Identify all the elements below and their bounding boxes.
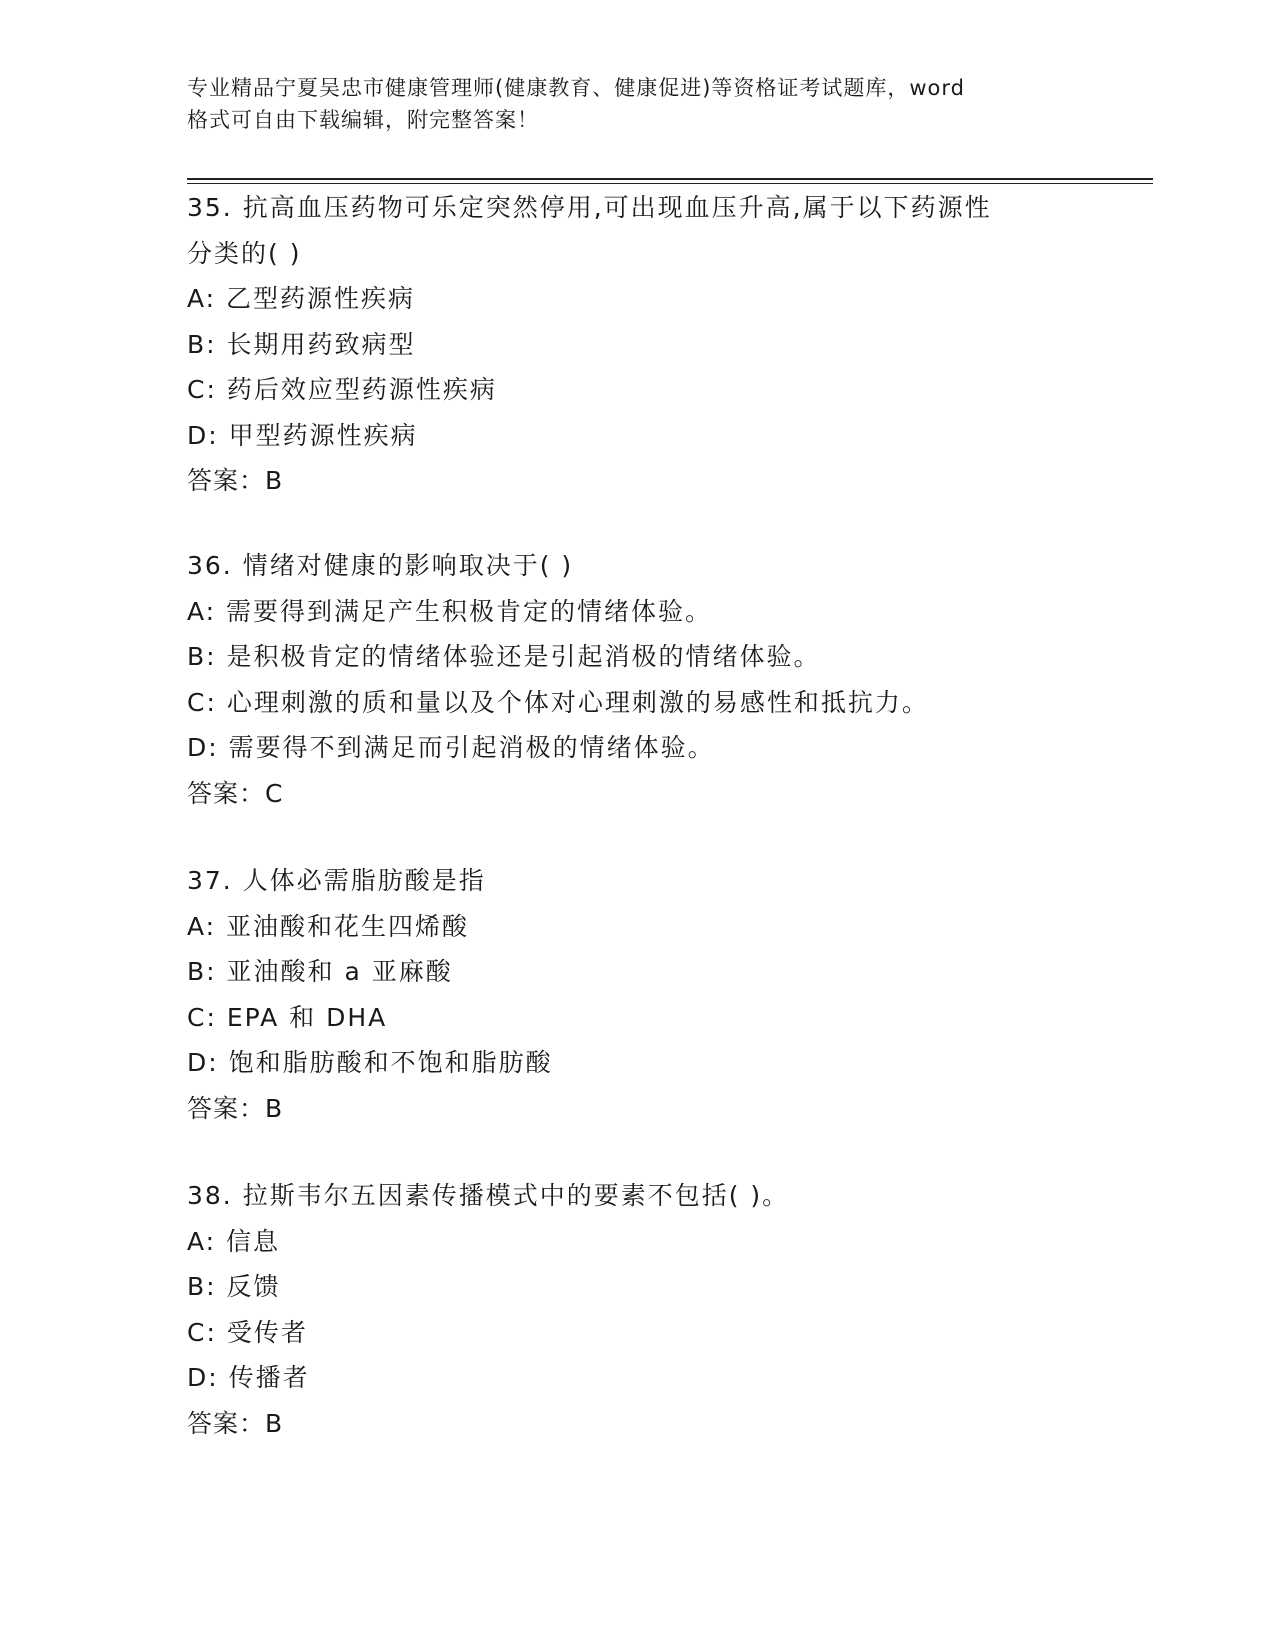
question-block (187, 185, 1153, 504)
option-c: C: 受传者 (187, 1317, 308, 1347)
question-stem: 36. 情绪对健康的影响取决于( ) (187, 551, 574, 580)
option-c: C: 药后效应型药源性疾病 (187, 375, 497, 404)
question-stem: 38. 拉斯韦尔五因素传播模式中的要素不包括( )。 (187, 1181, 790, 1210)
option-a: A: 需要得到满足产生积极肯定的情绪体验。 (187, 596, 713, 626)
option-b: B: 长期用药致病型 (187, 329, 416, 359)
document-header (187, 72, 1067, 136)
option-a: A: 乙型药源性疾病 (187, 284, 416, 313)
option-d: D: 需要得不到满足而引起消极的情绪体验。 (187, 733, 715, 762)
question-block (187, 1173, 1153, 1446)
option-b: B: 是积极肯定的情绪体验还是引起消极的情绪体验。 (187, 642, 821, 671)
answer: 答案：B (187, 1408, 284, 1438)
option-d: D: 饱和脂肪酸和不饱和脂肪酸 (187, 1048, 553, 1077)
answer: 答案：B (187, 1093, 284, 1123)
question-stem: 分类的( ) (187, 238, 302, 268)
option-d: D: 甲型药源性疾病 (187, 420, 418, 450)
header-divider-thick (187, 178, 1153, 180)
option-c: C: 心理刺激的质和量以及个体对心理刺激的易感性和抵抗力。 (187, 687, 929, 717)
header-line-1: 专业精品宁夏吴忠市健康管理师(健康教育、健康促进)等资格证考试题库，word (187, 76, 966, 100)
option-d: D: 传播者 (187, 1363, 310, 1392)
answer: 答案：C (187, 778, 284, 808)
option-c: C: EPA 和 DHA (187, 1002, 388, 1032)
header-line-2: 格式可自由下载编辑，附完整答案！ (187, 108, 539, 132)
option-b: B: 反馈 (187, 1272, 281, 1301)
question-block (187, 543, 1153, 816)
question-stem: 35. 抗高血压药物可乐定突然停用,可出现血压升高,属于以下药源性 (187, 193, 992, 222)
answer: 答案：B (187, 466, 284, 495)
option-b: B: 亚油酸和 a 亚麻酸 (187, 957, 453, 986)
header-divider-thin (187, 183, 1153, 184)
question-stem: 37. 人体必需脂肪酸是指 (187, 866, 486, 895)
option-a: A: 亚油酸和花生四烯酸 (187, 911, 470, 941)
question-block (187, 858, 1153, 1131)
option-a: A: 信息 (187, 1226, 281, 1256)
